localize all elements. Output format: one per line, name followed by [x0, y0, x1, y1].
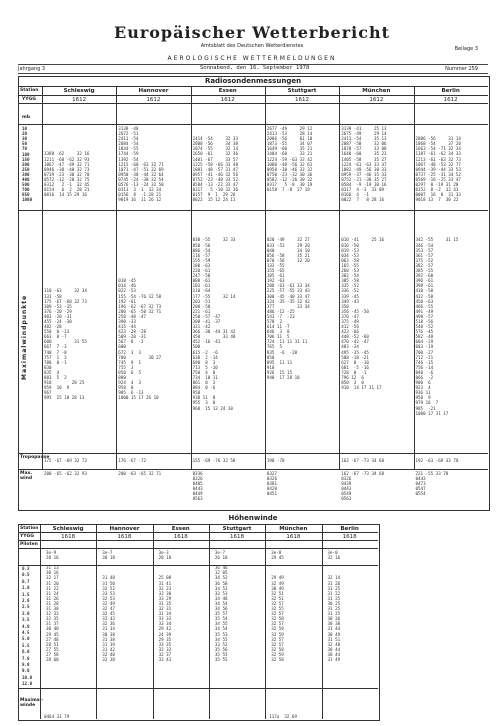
launch-time: 1612	[295, 97, 310, 103]
sounding-values: 3139 -41 25 13 2675 -49 29 14 2413 -54 35 13 2087 -58 32 06 1870 -57 33 08 1640 -60 35 23 1405 -58 35 27 1224 -61 -63 33 47 1082 -49 -56 30 33 0959 -37 -46 35 33 0752 -21 -30 35 27 0584 -9 -19 30 16 0317 4 -3 33 09 0166 4 -1 0022 7 8 28 16	[341, 126, 387, 203]
launch-time: 1612	[220, 97, 235, 103]
hw-col-divider	[209, 524, 210, 719]
hw-yygg-label: YYGG	[20, 534, 34, 539]
tropopause-label: Tropopause	[20, 455, 50, 460]
height-level: 6.0	[22, 649, 30, 655]
height-level: 2.0	[22, 598, 30, 603]
height-level: 0.5	[22, 572, 30, 578]
maxwind-label: Max. wind	[20, 471, 33, 481]
radio-col-divider	[116, 86, 117, 469]
hoehenwinde-title: Höhenwinde	[228, 514, 278, 522]
radio-col-divider	[339, 86, 340, 469]
aero-heading: AEROLOGISCHE WETTERMELDUNGEN	[167, 55, 337, 62]
height-level: 2.5	[22, 604, 30, 610]
hw-values: 3e-9 20 16 31 13 30 16 32 17 31 20 31 22 31 24 31 26 31 28 31 30 32 33 32 35 31 37 30 40 29 45 27 48 28 51 27 55 27 58 28 60	[46, 550, 59, 662]
hw-col-divider	[153, 524, 154, 719]
station-name: Essen	[218, 88, 237, 94]
hw-maxwind: 0464 31 79	[44, 714, 70, 719]
hw-station-name: Hannover	[109, 526, 140, 532]
radiosonde-title: Radiosondenmessungen	[204, 77, 302, 85]
pressure-level: 50	[22, 141, 28, 147]
maxwind-points: 342 -55 31 15 346 -54 353 -57 361 -57 375 -52 382 -57 385 -55 392 -60 396 -61 398 -61 410 -58 432 -58 450 -63 466 -55 491 -49 498 -57 518 -56 540 -52 576 -45 582 -48 604 -29 683 -19 700 -27 712 -21 746 -15 756 -14 840 -6 866 -2 900 6 923 4 936 11 950 9 979 16 7 985 -21 1000 17 31 17	[415, 237, 459, 416]
height-level: 12.0	[22, 681, 33, 687]
maximalwind-vertical-label: Maximalwindpunkte	[21, 294, 28, 380]
mb-label: mb	[22, 115, 30, 120]
sounding-values: 2414 -54 32 33 2088 -56 34 38 1874 -55 32 14 1650 -61 32 36 1401 -67 33 57 1225 -58 -66 33 48 1081 -48 -57 31 47 0957 -41 -46 32 56 0752 -23 -40 33 52 0584 -13 -22 33 47 0317 5 -10 32 36 0157 9 1 29 26 0022 15 12 24 11	[192, 136, 238, 203]
hw-station-name: München	[279, 526, 308, 532]
pressure-level: 150	[22, 156, 30, 162]
station-label: Station	[20, 88, 39, 93]
issue-date: Sonnabend, den 16. September 1978	[200, 65, 310, 71]
launch-time: 1612	[369, 97, 384, 103]
height-level: 3.0	[22, 610, 30, 616]
sounding-values: 2677 -49 29 12 2413 -53 28 14 2086 -56 01 10 1873 -55 34 07 1649 -60 35 21 1404 -60 33 21 1224 -59 -63 33 42 1080 -48 -56 32 61 0958 -38 -46 33 32 0750 -23 -32 30 36 0582 -12 -26 30 32 0317 5 -8 30 19 0158 7 -8 27 19	[266, 126, 313, 193]
pressure-level: 200	[22, 161, 30, 167]
radio-col-divider	[265, 86, 266, 469]
tropopause-values: 162 -67 -73 34 68	[341, 458, 385, 463]
height-level: 1.5	[22, 591, 30, 597]
radio-col-divider	[191, 86, 192, 469]
hw-station-name: Stuttgart	[222, 526, 252, 532]
station-name: Stuttgart	[287, 88, 317, 94]
hw-station-name: Essen	[171, 526, 190, 532]
hw-values: 3e-8 29 45 29 49 32 49 30 49 32 51 32 51 32 57 32 55 32 57 32 58 32 57 32 59 33 59 32 57 32 57 32 58 32 59 32 58	[271, 550, 284, 662]
maxwind-values: 0336 0326 0405 0443 0449 0563	[192, 471, 203, 502]
height-level: 0.7	[22, 578, 30, 584]
pressure-level: 1000	[22, 197, 33, 203]
hw-col-divider	[265, 524, 266, 719]
hw-col-divider	[322, 524, 323, 719]
height-level: 9.0	[22, 668, 30, 674]
pressure-level: 400	[22, 177, 30, 182]
hw-time: 1618	[61, 534, 76, 540]
sounding-values: 2086 -56 31 14 1868 -54 37 20 1663 -54 -71 32 34 1387 -61 -62 34 33 1213 -61 -63 32 73 1067 -48 -53 32 77 0944 -39 -44 33 53 0737 -25 -31 34 52 0569 -16 -25 33 47 0297 0 -19 31 28 0152 8 -2 32 43 0007 16 8 31 33 9018 13 7 30 22	[415, 136, 461, 203]
hw-time: 1618	[342, 534, 357, 540]
station-name: Berlin	[441, 88, 460, 94]
maxwind-values: 200 -65 -62 32 93	[44, 471, 87, 476]
sounding-values: 1388 -62 32 16 1211 -60 -62 32 93 1067 -47 -49 32 71 0946 -38 -40 32 73 0739 -23 -30 32 70 0572 -12 -20 32 75 0312 2 -1 32 45 0154 6 2 28 21 0016 14 15 29 16	[44, 151, 90, 198]
hw-values: 3e-0 32 16 32 14 31 26 31 25 31 22 31 25 30 25 31 25 31 25 30 36 30 38 31 44 30 49 31 51 32 48 30 44 30 44 31 49	[327, 550, 341, 662]
maxwind-values: 200 -63 -65 32 71	[118, 471, 162, 476]
height-level: 3.5	[22, 617, 30, 623]
hw-values: 3e-7 30 18 31 48 31 50 32 52 33 53 32 53 32 49 32 47 32 45 32 43 32 36 31 34 30 38 31 38 31 39 31 42 32 40 32 38	[102, 550, 115, 662]
height-level: 4.5	[22, 630, 30, 635]
hw-col-divider	[40, 524, 41, 719]
radio-col-divider	[414, 86, 415, 469]
sounding-values: 3138 -48 2672 -51 2411 -54 2084 -54 1844 -55 1744 -59 1392 -54 1215 -60 -63 32 71 1071 -47 -51 32 69 0950 -38 -44 32 64 0745 -24 -38 32 54 0576 -13 -24 32 50 0313 3 -1 32 34 0156 8 -1 28 21 9019 16 11 26 12	[118, 126, 164, 203]
hw-station-name: Schleswig	[52, 526, 84, 532]
height-level: 4.0	[22, 623, 30, 629]
maxwind-points: 010 -41 25 16 016 -50 019 -53 034 -53 063 -58 165 -55 268 -53 302 -54 305 -58 335 -52 336 -52 339 -45 349 -43 350 356 -45 -50 370 -47 375 -49 412 -56 423 -66 440 -52 -60 470 -42 -47 483 -34 495 -35 -45 588 -18 -21 627 8 -10 681 -5 -16 728 0 -1 796 12 6 850 3 0 910 14 17 31 17	[341, 237, 385, 391]
height-level: 1.0	[22, 585, 30, 591]
maxwind-values: 162 -67 -73 34 68 0326 0439 0443 0549 0563	[341, 471, 385, 502]
report-subtitle: Amtsblatt des Deutschen Wetterdienstes	[200, 43, 304, 49]
pressure-level: 70	[22, 146, 28, 152]
launch-time: 1612	[72, 97, 87, 103]
station-name: Schleswig	[63, 88, 95, 94]
tropopause-values: 176 -67 -72	[118, 458, 147, 463]
height-level: 10.0	[22, 674, 33, 680]
height-level: 8.0	[22, 662, 30, 667]
pressure-level: 10	[22, 126, 28, 131]
launch-time: 1612	[443, 97, 458, 103]
beilage-label: Beilage 3	[454, 46, 478, 52]
pressure-level: 700	[22, 187, 30, 193]
issue-number: Nummer 259	[445, 66, 478, 72]
pressure-level: 500	[22, 182, 30, 188]
hw-values: 3e-3 28 18 25 08 31 41 32 23 32 30 33 29 31 35 32 31 31 34 33 33 33 34 29 42 24 39 29 35 33 35 32 33 32 37 33 43	[158, 550, 172, 662]
maxwind-points: 030 -55 32 33 050 -56 086 -54 116 -57 155 -59 180 -63 220 -61 247 -50 080 -61 103 -61 110 -64 177 -55 32 14 203 -51 208 -58 221 -61 250 -57 -47 308 -41 -37 321 -42 366 -38 -44 31 42 450 33 48 452 -16 -41 500 615 -2 -6 638 2 -14 690 8 3 713 5 -10 750 4 0 734 10 11 861 0 3 884 0 -6 950 938 11 8 955 3 0 968 15 13 24 10	[192, 237, 236, 411]
pressure-level: 20	[22, 131, 28, 137]
pressure-level: 30	[22, 136, 28, 142]
pressure-level: 850	[22, 192, 30, 198]
maxwind-points: 010 -45 014 -46 022 -53 155 -54 -76 32 58 192 -61 196 -62 -67 32 73 200 -65 -50 32 71 258 -48 -47 390 -33 415 -44 423 -28 -28 509 -20 -31 567 8 -2 600 672 3 3 700 30 27 745 9 1 755 3 850 6 5 880 924 4 3 958 0 985 6 -13 1000 15 17 26 10	[118, 278, 162, 401]
tropopause-values: 190 -70	[266, 458, 285, 463]
maxwind-points: 110 -63 32 34 131 -58 175 -67 -68 32 73 309 -53 -35 376 -20 -29 403 -20 -31 455 -24 -30 482 -28 550 0 -13 663 0 -7 600 31 55 667 7 -3 740 7 -0 757 1 3 788 0 -1 830 835 4 883 5 2 918 28 25 959 10 9 967 995 15 10 28 13	[44, 288, 87, 401]
yygg-label: YYGG	[22, 97, 36, 102]
tropopause-values: 192 -63 -69 33 70	[415, 458, 459, 463]
hw-time: 1618	[286, 534, 301, 540]
hw-time: 1618	[173, 534, 188, 540]
launch-time: 1612	[146, 97, 161, 103]
radio-col-divider	[42, 86, 43, 469]
pressure-level: 250	[22, 166, 30, 172]
tropopause-values: 175 -67 -69 32 73	[44, 458, 87, 463]
hw-station-label: Station	[20, 526, 39, 531]
hw-station-name: Berlin	[340, 526, 359, 532]
station-name: München	[362, 88, 391, 94]
pressure-level: 100	[22, 151, 30, 157]
hw-values: 3e-7 26 18 36 46 12 05 34 52 36 58 34 53 33 53 34 48 34 54 34 56 35 57 35 54 34 55 34 54 35 53 34 55 33 52 35 56 35 55 35 55	[214, 550, 228, 662]
hw-col-divider	[96, 524, 97, 719]
report-title: Europäischer Wetterbericht	[114, 23, 390, 42]
station-name: Hannover	[138, 88, 169, 94]
hw-maxwind: 117a 32 69	[269, 714, 297, 719]
hw-time: 1618	[117, 534, 132, 540]
height-level: 5.0	[22, 636, 30, 642]
pressure-level: 300	[22, 171, 30, 177]
height-level: 7.0	[22, 655, 30, 661]
height-level: 5.5	[22, 642, 30, 648]
hw-maxwind-label: Maximal-winde	[20, 698, 44, 708]
hoehenwinde-table	[18, 524, 380, 721]
maxwind-points: 020 -49 32 27 033 -53 29 20 040 34 10 056 -58 35 21 070 -56 32 20 133 -55 155 -65 185 -61 192 -63 208 -63 -61 33 34 225 -57 -55 33 43 300 -45 -40 33 47 324 -35 -35 32 42 377 33 34 486 -12 -25 543 -7 -23 578 2 614 11 -7 646 3 8 706 11 5 724 11 11 31 11 765 5 835 -6 -20 850 895 11 11 910 926 15 15 940 17 28 18	[266, 237, 310, 380]
height-level: 0.3	[22, 566, 30, 571]
maxwind-values: 0327 0326 0381 0420 0451	[266, 471, 277, 497]
hw-time: 1618	[230, 534, 245, 540]
hw-piloten-label: Piloten	[20, 542, 38, 547]
jahrgang-label: Jahrgang 3	[18, 66, 46, 72]
tropopause-values: 155 -69 -76 32 58	[192, 458, 236, 463]
maxwind-values: 221 -55 33 78 0443 0473 0547 0554	[415, 471, 449, 497]
